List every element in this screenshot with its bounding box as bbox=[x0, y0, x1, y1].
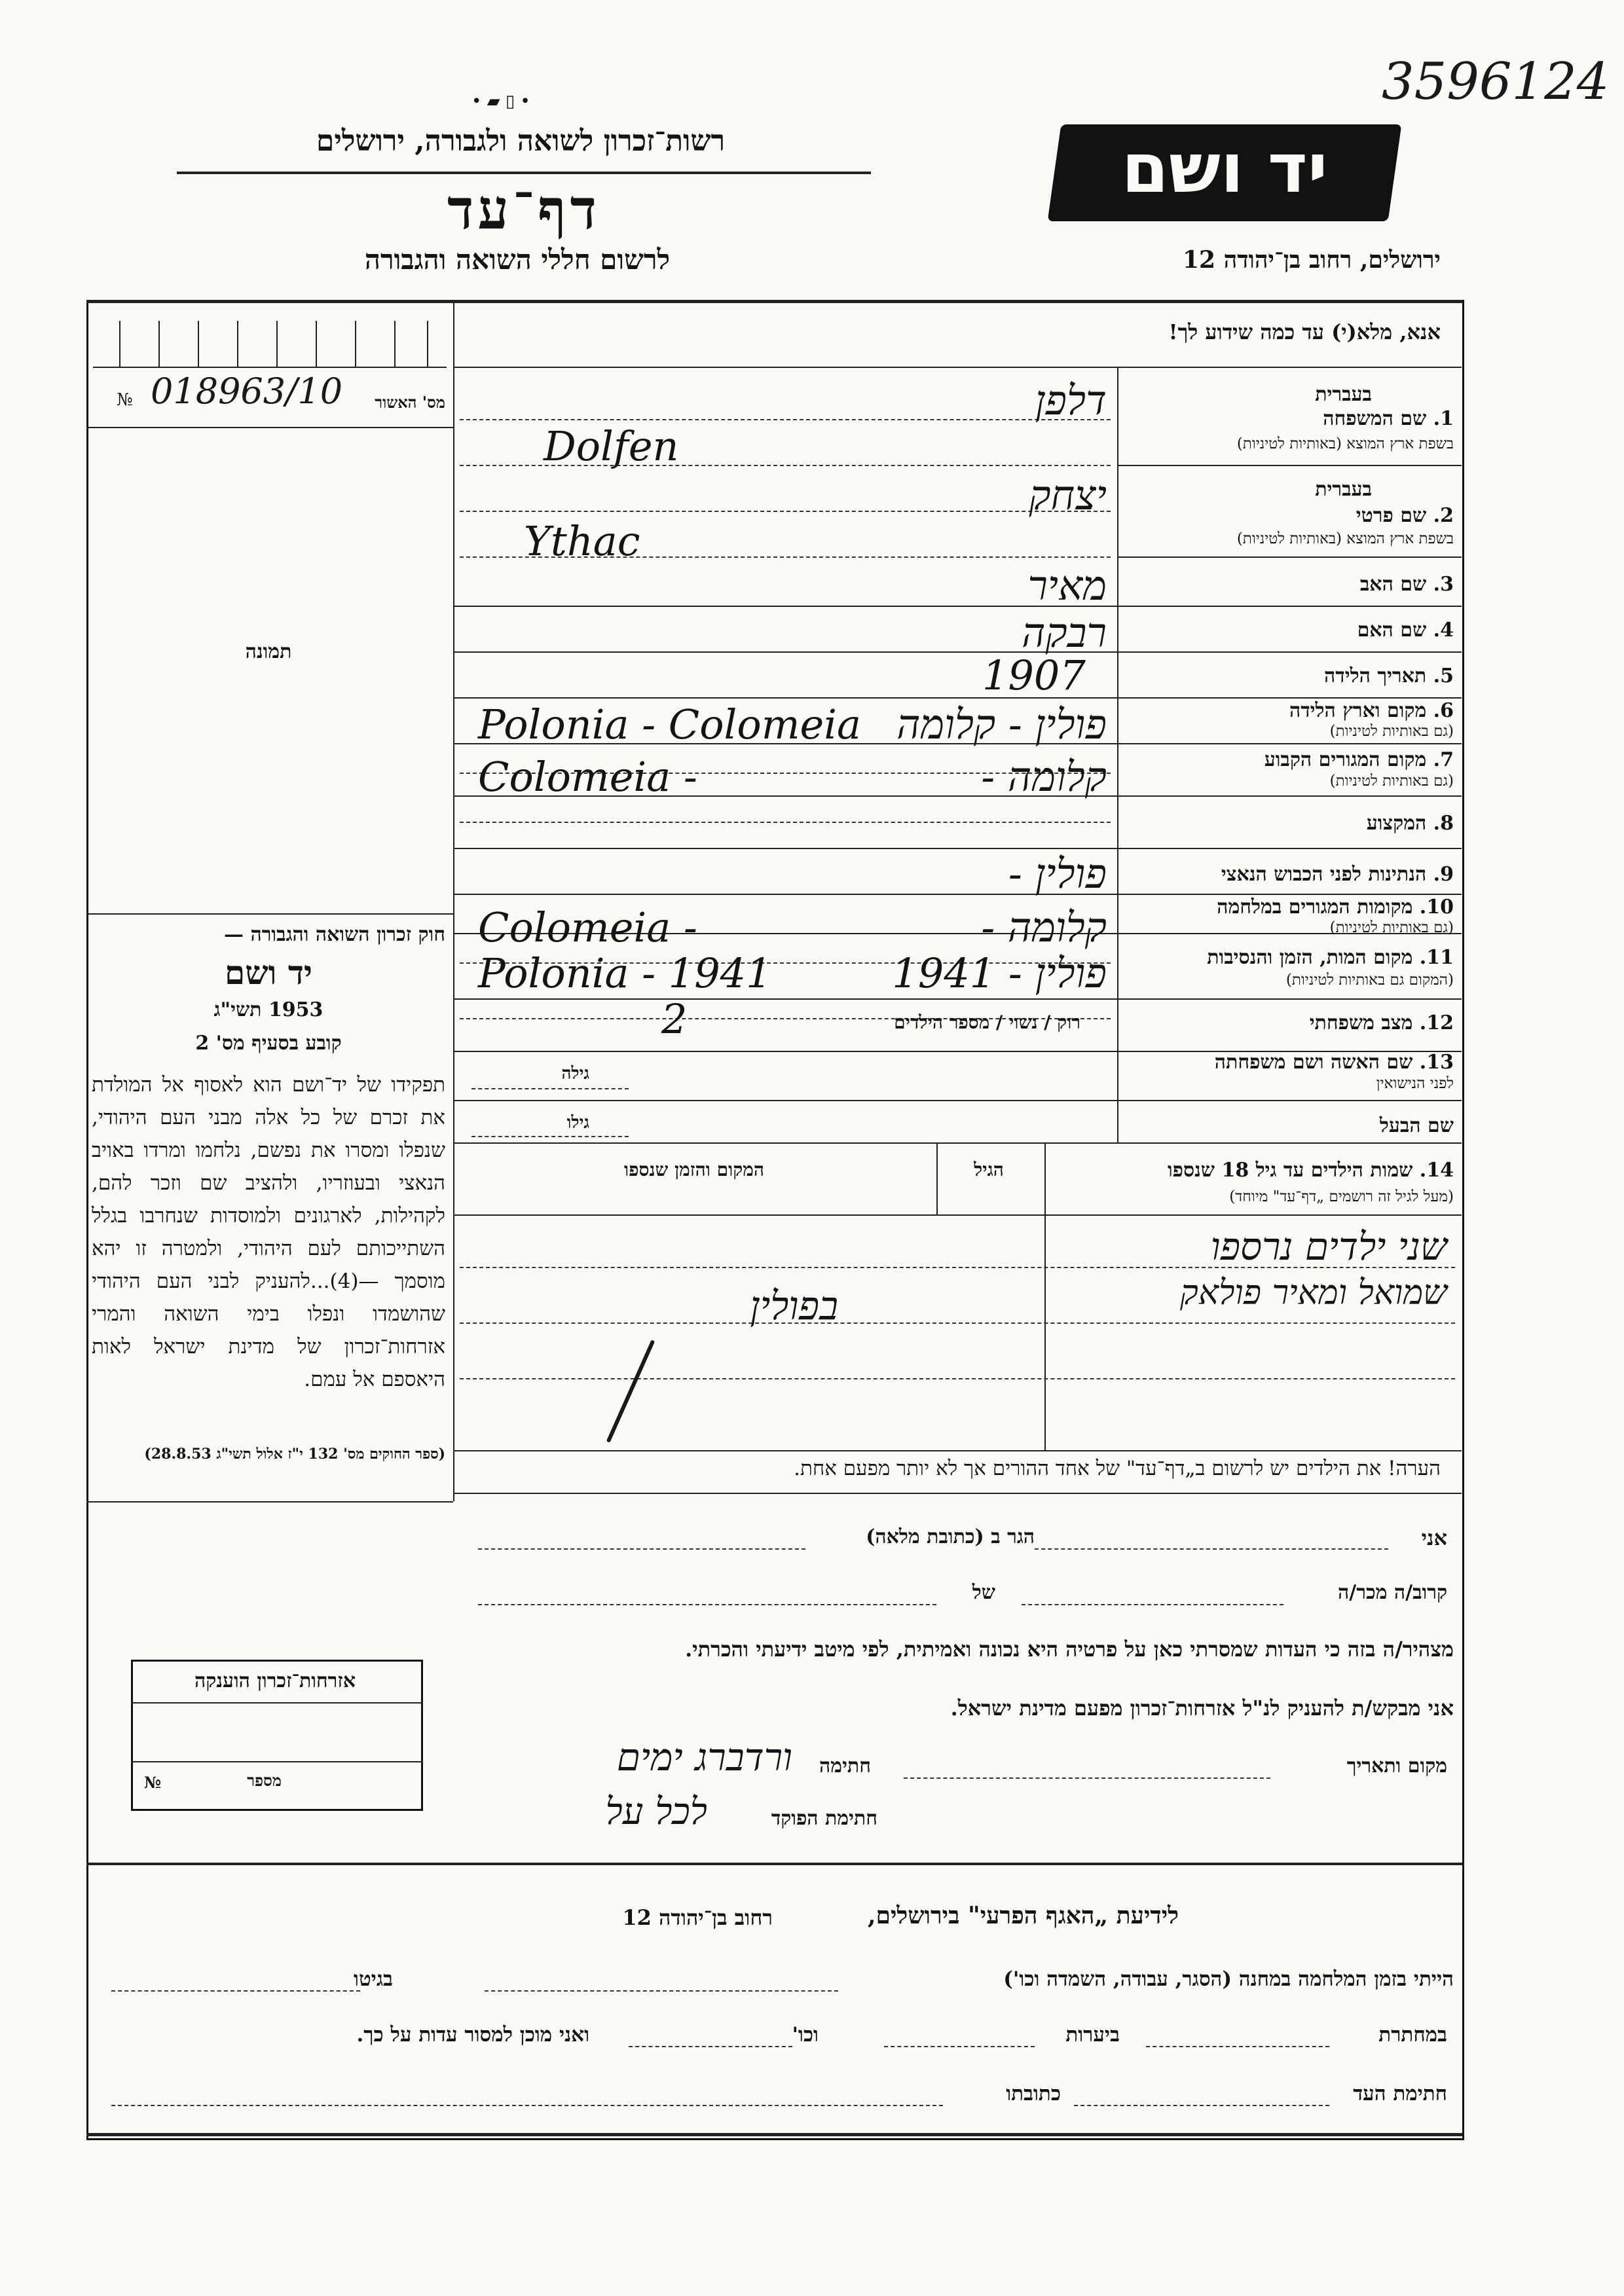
field-6-value-hebrew[interactable]: פולין - קלומה bbox=[896, 701, 1107, 748]
field-13-label: 13. שם האשה ושם משפחתה bbox=[1214, 1051, 1454, 1074]
field-4-label: 4. שם האם bbox=[1357, 619, 1454, 642]
authority-name: רשות־זכרון לשואה ולגבורה, ירושלים bbox=[316, 124, 726, 158]
field-6-value-latin[interactable]: Polonia - Colomeia bbox=[478, 701, 861, 748]
field-1-hebrew-tag: בעברית bbox=[1315, 383, 1372, 406]
footer-camp-line: הייתי בזמן המלחמה במחנה (הסגר, עבודה, השמדה וכו') bbox=[1003, 1967, 1454, 1991]
decl-signature-value[interactable]: ורדברג ימים bbox=[616, 1735, 792, 1779]
field-11-label: 11. מקום המות, הזמן והנסיבות bbox=[1207, 946, 1454, 969]
footer-title: לידיעת „האגף הפרעי" בירושלים, bbox=[867, 1902, 1179, 1929]
decl-request: אני מבקש/ת להעניק לנ"ל אזרחות־זכרון מפעם מדינת ישראל. bbox=[950, 1696, 1454, 1721]
field-12-options: רוק / נשוי / מספר הילדים bbox=[894, 1011, 1080, 1033]
field-10-value-latin[interactable]: Colomeia - bbox=[478, 903, 697, 951]
field-14-note: (מעל לגיל זה רושמים „דף־עד" מיוחד) bbox=[1229, 1188, 1454, 1205]
field-14-children-names[interactable]: שני ילדים נרספו bbox=[1210, 1224, 1447, 1269]
decl-of: של bbox=[972, 1581, 995, 1604]
field-11-value-latin[interactable]: Polonia - 1941 bbox=[478, 949, 772, 997]
field-13-note: לפני הנישואין bbox=[1376, 1075, 1454, 1092]
law-title: חוק זכרון השואה והגבורה — bbox=[224, 923, 445, 946]
field-14-children-names-2[interactable]: שמואל ומאיר פולאק bbox=[1180, 1273, 1447, 1313]
field-6-label: 6. מקום וארץ הלידה bbox=[1289, 699, 1454, 722]
approval-label: מס' האשור bbox=[375, 393, 445, 412]
field-3-label: 3. שם האב bbox=[1359, 573, 1454, 596]
footer-forests: ביערות bbox=[1065, 2023, 1120, 2047]
field-1-value-hebrew[interactable]: דלפן bbox=[1035, 376, 1107, 424]
logo-text: יד ושם bbox=[1121, 128, 1328, 208]
decl-statement: מצהיר/ה בזה כי העדות שמסרתי כאן על פרטיה היא נכונה ואמיתית, לפי מיטב ידיעתי והכרתי. bbox=[685, 1637, 1454, 1662]
top-marks: • ▰ ▯ • bbox=[471, 92, 530, 111]
field-2-value-hebrew[interactable]: יצחק bbox=[1029, 471, 1107, 519]
field-7-label: 7. מקום המגורים הקבוע bbox=[1264, 748, 1454, 771]
citizenship-prefix: № bbox=[144, 1773, 162, 1792]
field-14-place-col: המקום והזמן שנספו bbox=[624, 1159, 764, 1180]
field-9-value[interactable]: פולין - bbox=[1008, 850, 1107, 898]
field-11-value-hebrew[interactable]: פולין - 1941 bbox=[892, 949, 1107, 997]
field-2-label: 2. שם פרטי bbox=[1356, 504, 1454, 527]
law-source: (ספר החוקים מס' 132 י"ז אלול תשי"ג 28.8.53) bbox=[144, 1446, 445, 1463]
field-1-value-latin[interactable]: Dolfen bbox=[544, 422, 679, 470]
citizenship-box-title: אזרחות־זכרון הוענקה bbox=[194, 1669, 356, 1692]
decl-official-sig: חתימת הפוקד bbox=[771, 1807, 877, 1830]
field-12-children-count[interactable]: 2 bbox=[661, 995, 688, 1043]
field-14-label: 14. שמות הילדים עד גיל 18 שנספו bbox=[1167, 1159, 1454, 1182]
law-name: יד ושם bbox=[225, 953, 312, 992]
field-5-label: 5. תאריך הלידה bbox=[1324, 665, 1454, 687]
field-9-label: 9. הנתינות לפני הכבוש הנאצי bbox=[1221, 863, 1454, 886]
husband-age: גילו bbox=[566, 1113, 589, 1133]
decl-resides: הגר ב (כתובת מלאה) bbox=[866, 1525, 1035, 1548]
field-13-age: גילה bbox=[561, 1064, 589, 1084]
form-subtitle: לרשום חללי השואה והגבורה bbox=[364, 244, 671, 276]
field-7-value-latin[interactable]: Colomeia - bbox=[478, 753, 697, 801]
field-7-note: (גם באותיות לטיניות) bbox=[1329, 773, 1454, 790]
decl-relative: קרוב/ה מכר/ה bbox=[1338, 1581, 1447, 1604]
field-4-value[interactable]: רבקה bbox=[1022, 609, 1107, 657]
law-text: תפקידו של יד־ושם הוא לאסוף אל המולדת את זכרם של כל אלה מבני העם היהודי, שנפלו ומסרו את נפשם, נלחמו ומרדו באויב הנאצי ובעוזריו, ולהציב שם וזכר להם, לקהילות, לארגונים ולמוסדות שנחרבו בגלל השתייכותם לעם היהודי, ולמטרה זו יהא מוסמך —(4)...להעניק לבני העם היהודי שהושמדו ונפלו בימי השואה והמרי אזרחות־זכרון של מדינת ישראל לאות היאספם אל עמם. bbox=[92, 1073, 445, 1391]
photo-label: תמונה bbox=[245, 640, 292, 663]
citizenship-number-label: מספר bbox=[247, 1771, 282, 1790]
law-year: 1953 תשי"ג bbox=[213, 998, 323, 1021]
approval-prefix: № bbox=[117, 390, 133, 410]
field-10-note: (גם באותיות לטיניות) bbox=[1329, 919, 1454, 936]
archive-number: 3596124 bbox=[1382, 52, 1610, 111]
field-2-value-latin[interactable]: Ythac bbox=[524, 517, 640, 565]
decl-ani: אני bbox=[1421, 1525, 1447, 1550]
footer-witness-sig: חתימת העד bbox=[1353, 2082, 1447, 2105]
law-clause: קובע בסעיף מס' 2 bbox=[195, 1032, 342, 1055]
field-14-age-col: הגיל bbox=[974, 1159, 1004, 1180]
footer-address: רחוב בן־יהודה 12 bbox=[622, 1905, 773, 1930]
field-7-value-hebrew[interactable]: קלומה - bbox=[981, 753, 1107, 801]
footer-etc: וכו' bbox=[792, 2023, 819, 2047]
field-11-note: (המקום גם באותיות לטיניות) bbox=[1285, 972, 1454, 989]
field-12-label: 12. מצב משפחתי bbox=[1309, 1011, 1454, 1034]
field-5-value[interactable]: 1907 bbox=[982, 651, 1086, 699]
intro-text: אנא, מלא(י) עד כמה שידוע לך! bbox=[1168, 319, 1441, 344]
decl-official-value[interactable]: לכל על bbox=[605, 1791, 707, 1833]
field-2-latin-note: בשפת ארץ המוצא (באותיות לטיניות) bbox=[1236, 530, 1454, 547]
field-6-note: (גם באותיות לטיניות) bbox=[1329, 723, 1454, 740]
footer-ghetto: בגיטו bbox=[354, 1967, 393, 1991]
field-1-label: 1. שם המשפחה bbox=[1323, 407, 1454, 430]
footer-ready: ואני מוכן למסור עדות על כך. bbox=[356, 2023, 589, 2047]
form-title: דף־עד bbox=[447, 177, 600, 242]
field-2-hebrew-tag: בעברית bbox=[1315, 478, 1372, 501]
footer-address-label: כתובתו bbox=[1006, 2082, 1061, 2105]
field-10-label: 10. מקומות המגורים במלחמה bbox=[1217, 896, 1454, 919]
field-10-value-hebrew[interactable]: קלומה - bbox=[981, 903, 1107, 951]
field-8-label: 8. המקצוע bbox=[1366, 812, 1454, 835]
note-text: הערה! את הילדים יש לרשום ב„דף־עד" של אחד ההורים אך לא יותר מפעם אחת. bbox=[794, 1457, 1441, 1480]
header-address: ירושלים, רחוב בן־יהודה 12 bbox=[1182, 246, 1441, 274]
field-14-place-value[interactable]: בפולין bbox=[750, 1283, 838, 1329]
decl-place-date: מקום ותאריך bbox=[1346, 1755, 1447, 1777]
husband-label: שם הבעל bbox=[1379, 1114, 1454, 1137]
field-1-latin-note: בשפת ארץ המוצא (באותיות לטיניות) bbox=[1236, 435, 1454, 452]
field-3-value[interactable]: מאיר bbox=[1027, 562, 1107, 610]
footer-underground: במחתרת bbox=[1378, 2023, 1447, 2047]
decl-signature: חתימה bbox=[819, 1755, 871, 1777]
approval-number: 018963/10 bbox=[151, 371, 343, 412]
